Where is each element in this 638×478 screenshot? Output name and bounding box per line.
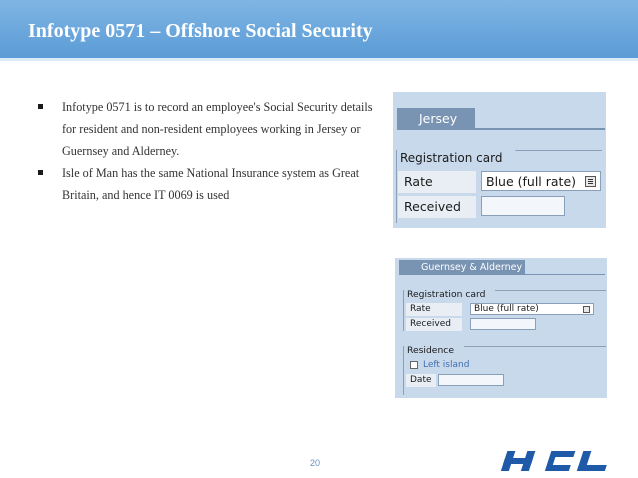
group-title: Residence: [404, 344, 464, 358]
hcl-logo: [498, 449, 624, 473]
rate-label: Rate: [406, 303, 462, 316]
group-title: Registration card: [404, 288, 495, 302]
received-field[interactable]: [470, 318, 536, 330]
bullet-text: Isle of Man has the same National Insurance system as Great Britain, and hence IT 0069 is used: [62, 166, 360, 202]
date-label: Date: [406, 374, 436, 387]
tab-jersey[interactable]: Jersey: [397, 108, 475, 130]
tab-divider: [399, 274, 605, 275]
received-label: Received: [406, 318, 462, 331]
left-island-label: Left island: [423, 360, 470, 370]
bullet-item: [34, 162, 379, 206]
rate-row: [398, 171, 600, 193]
bullet-list: [34, 96, 379, 206]
tab-divider: [397, 128, 605, 130]
date-field[interactable]: [438, 374, 504, 386]
dropdown-icon[interactable]: [585, 176, 596, 187]
slide-title: Infotype 0571 – Offshore Social Security: [28, 20, 373, 42]
left-island-checkbox[interactable]: [410, 361, 418, 369]
received-field[interactable]: [481, 196, 565, 216]
received-label: Received: [398, 196, 476, 218]
guernsey-panel: [395, 258, 607, 398]
group-title: Registration card: [397, 148, 505, 168]
tab-guernsey-alderney[interactable]: Guernsey & Alderney: [399, 260, 525, 275]
title-underline: [0, 58, 638, 61]
received-row: [398, 196, 600, 218]
square-bullet-icon: [38, 104, 43, 109]
registration-card-group: [396, 150, 602, 223]
left-island-row: [406, 359, 596, 372]
rate-select[interactable]: [481, 171, 601, 191]
rate-select[interactable]: [470, 303, 594, 315]
rate-value: Blue (full rate): [486, 174, 577, 189]
dropdown-icon[interactable]: [583, 306, 590, 313]
rate-label: Rate: [398, 171, 476, 193]
residence-group: [403, 346, 606, 395]
registration-card-group: [403, 290, 606, 331]
title-bar: [0, 0, 638, 58]
square-bullet-icon: [38, 170, 43, 175]
bullet-text: Infotype 0571 is to record an employee's Social Security details for resident and non-resident employees working in Jersey or Guernsey and Alderney.: [62, 100, 373, 158]
rate-value: Blue (full rate): [474, 304, 539, 314]
bullet-item: [34, 96, 379, 162]
jersey-panel: [393, 92, 606, 228]
page-number: 20: [310, 458, 321, 468]
